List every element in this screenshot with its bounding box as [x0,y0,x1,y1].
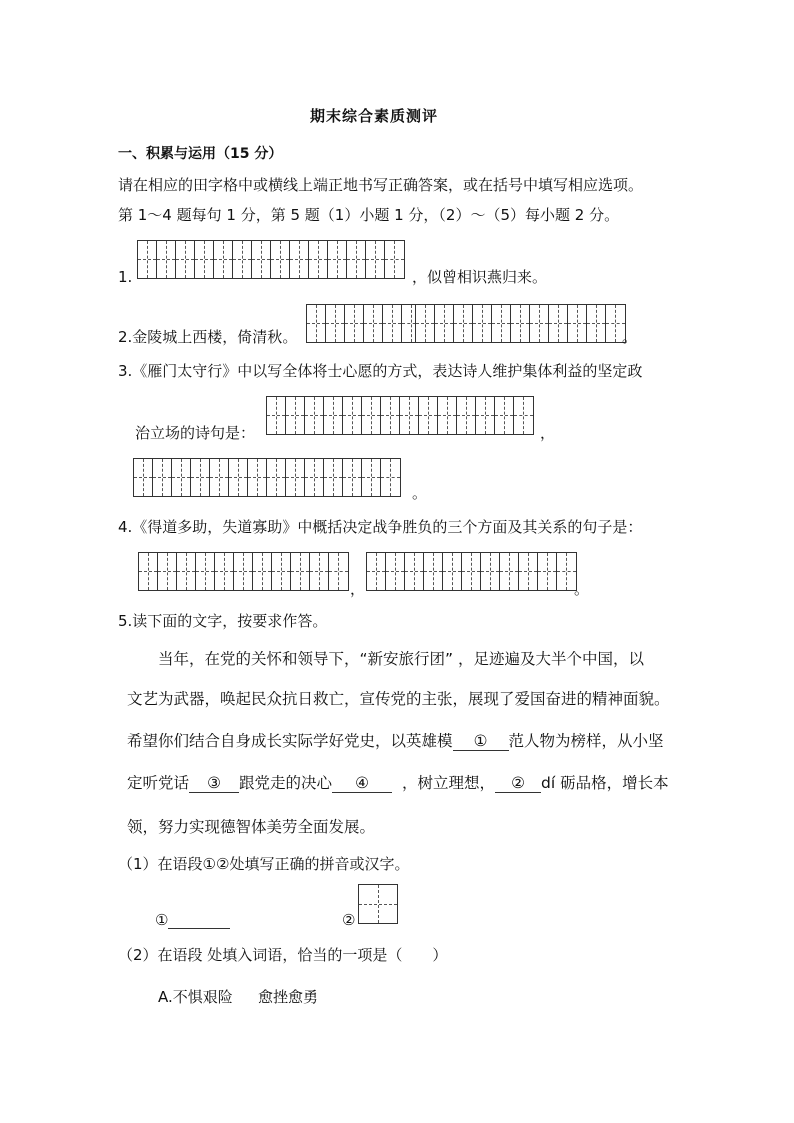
blank-4[interactable]: ④ [332,776,392,793]
q5-sub-2: （2）在语段 处填入词语，恰当的一项是（ ） [118,946,448,964]
passage-line-2: 文艺为武器，唤起民众抗日救亡，宣传党的主张，展现了爱国奋进的精神面貌。 [127,690,670,708]
page-title: 期末综合素质测评 [310,107,439,125]
q4-answer-grid-1[interactable] [138,552,349,591]
passage-line-1: 当年，在党的关怀和领导下，“新安旅行团” ，足迹遍及大半个中国，以 [158,650,644,668]
q3-line-1: 3.《雁门太守行》中以写全体将士心愿的方式，表达诗人维护集体利益的坚定政 [118,362,643,380]
q1-suffix: ，似曾相识燕归来。 [412,268,548,286]
q4-answer-grid-2[interactable] [366,552,577,591]
q4-end: 。 [574,580,590,598]
passage-line-3: 希望你们结合自身成长实际学好党史，以英雄模 ① 范人物为榜样，从小坚 [127,732,664,750]
blank-1[interactable]: ① [453,734,509,751]
sub1-tian-grid[interactable] [358,884,398,924]
q1-number: 1. [118,268,133,286]
q3-line-2: 治立场的诗句是： [135,424,256,442]
option-a-2: 愈挫愈勇 [258,988,319,1006]
sub1-answer-2-label: ② [342,911,356,929]
q3-answer-grid-2[interactable] [133,458,401,497]
q3-comma: ， [540,424,556,442]
option-a-1: A.不惧艰险 [158,988,233,1006]
q4-line-1: 4.《得道多助，失道寡助》中概括决定战争胜负的三个方面及其关系的句子是： [118,518,643,536]
instructions-line-2: 第 1～4 题每句 1 分，第 5 题（1）小题 1 分，（2）～（5）每小题 2 分。 [118,206,620,224]
q5-sub-1: （1）在语段①②处填写正确的拼音或汉字。 [118,855,410,873]
blank-2[interactable]: ② [495,776,541,793]
q2-answer-grid-2[interactable] [415,304,626,343]
q2-text: 2.金陵城上西楼，倚清秋。 [118,328,298,346]
q3-answer-grid-1[interactable] [266,396,534,435]
passage-line-5: 领，努力实现德智体美劳全面发展。 [127,818,376,836]
q4-comma: ， [350,580,366,598]
q3-end: 。 [412,484,428,502]
q5-prompt: 5.读下面的文字，按要求作答。 [118,612,328,630]
passage-line-4: 定听党话 ③ 跟党走的决心 ④ ，树立理想， ② dí 砺品格，增长本 [127,774,669,792]
instructions-line-1: 请在相应的田字格中或横线上端正地书写正确答案，或在括号中填写相应选项。 [118,176,644,194]
q1-answer-grid[interactable] [137,240,405,279]
q2-end: 。 [622,328,638,346]
blank-3[interactable]: ③ [189,776,239,793]
q2-answer-grid-1[interactable] [306,304,422,343]
section-heading: 一、积累与运用（15 分） [118,146,283,162]
sub1-blank-1[interactable] [168,913,230,929]
sub1-answer-1: ① [155,913,230,929]
